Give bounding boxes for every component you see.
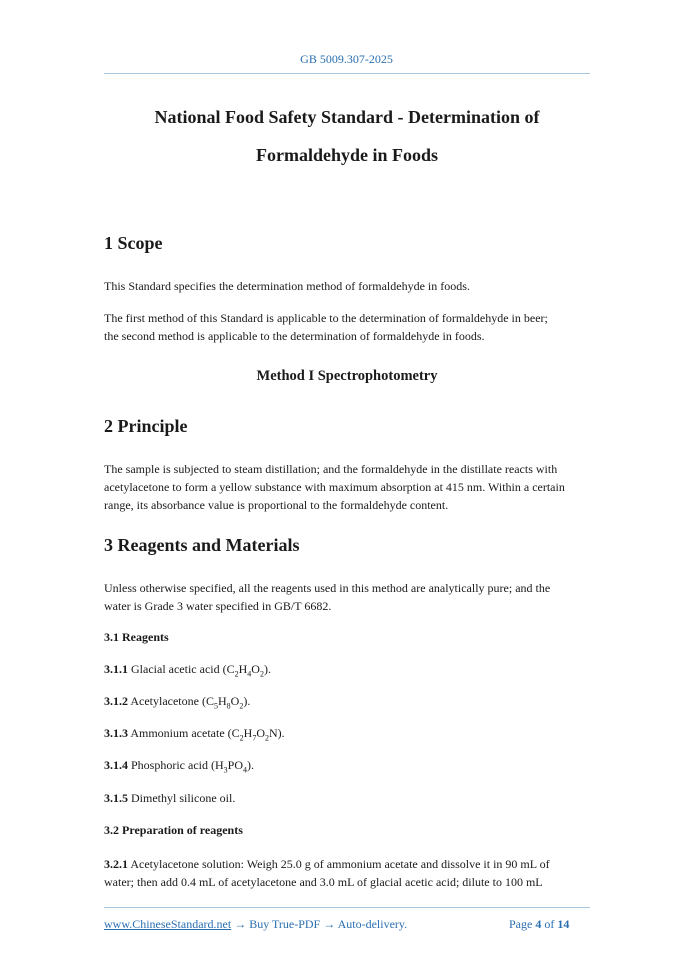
- footer-divider: [104, 907, 590, 908]
- reagent-item: 3.1.3 Ammonium acetate $(C_2H_7O_2N)$.: [104, 726, 285, 743]
- method-1-heading: Method I Spectrophotometry: [256, 368, 438, 384]
- prep-3-2-1-paragraph: [104, 855, 590, 891]
- document-title: [104, 98, 590, 174]
- reagents-intro-line-2: water is Grade 3 water specified in GB/T 6682.: [104, 599, 332, 613]
- subsection-3-1-heading: 3.1 Reagents: [104, 630, 169, 644]
- footer-promo: [104, 917, 407, 932]
- reagent-item: 3.1.4 Phosphoric acid $(H_3PO_4)$.: [104, 758, 254, 775]
- reagent-item-number: 3.1.4: [104, 758, 128, 772]
- reagents-intro-line-1: Unless otherwise specified, all the reagents used in this method are analytically pure; and the: [104, 581, 551, 595]
- auto-delivery-text: Auto-delivery.: [335, 917, 408, 931]
- reagent-item: 3.1.1 Glacial acetic acid $(C_2H_4O_2)$.: [104, 662, 271, 679]
- prep-line-2: water; then add 0.4 mL of acetylacetone and 3.0 mL of glacial acetic acid; dilute to 100 mL: [104, 875, 543, 889]
- arrow-icon: →: [323, 917, 336, 931]
- website-link[interactable]: www.ChineseStandard.net: [104, 917, 232, 931]
- reagent-item: 3.1.2 Acetylacetone $(C_5H_8O_2)$.: [104, 694, 251, 711]
- page-indicator: [509, 917, 569, 932]
- principle-line-1: The sample is subjected to steam distillation; and the formaldehyde in the distillate reacts with: [104, 462, 558, 476]
- scope-paragraph-2: [104, 309, 590, 345]
- reagent-item-number: 3.1.2: [104, 694, 128, 708]
- page-of: of: [544, 917, 555, 931]
- scope-paragraph-1: This Standard specifies the determination method of formaldehyde in foods.: [104, 279, 470, 293]
- reagents-intro-paragraph: [104, 579, 590, 615]
- page-label: Page: [509, 917, 533, 931]
- title-line-1: National Food Safety Standard - Determination of: [154, 107, 540, 127]
- principle-line-3: range, its absorbance value is proportional to the formaldehyde content.: [104, 498, 449, 512]
- section-scope-heading: 1 Scope: [104, 233, 163, 253]
- buy-pdf-link[interactable]: Buy True-PDF: [246, 917, 324, 931]
- principle-line-2: acetylacetone to form a yellow substance with maximum absorption at 415 nm. Within a certain: [104, 480, 565, 494]
- arrow-icon: →: [234, 917, 247, 931]
- reagent-item-number: 3.1.1: [104, 662, 128, 676]
- scope-p2-line-2: the second method is applicable to the determination of formaldehyde in foods.: [104, 329, 485, 343]
- prep-line-1-text: Acetylacetone solution: Weigh 25.0 g of ammonium acetate and dissolve it in 90 mL of: [130, 857, 550, 871]
- prep-number: 3.2.1: [104, 857, 128, 871]
- principle-paragraph: [104, 460, 590, 514]
- section-reagents-heading: 3 Reagents and Materials: [104, 535, 300, 555]
- scope-p2-line-1: The first method of this Standard is applicable to the determination of formaldehyde in beer;: [104, 311, 548, 325]
- prep-line-1: [104, 855, 590, 873]
- title-line-2: Formaldehyde in Foods: [255, 145, 438, 165]
- reagent-item: 3.1.5 Dimethyl silicone oil.: [104, 791, 236, 805]
- reagent-item-number: 3.1.5: [104, 791, 128, 805]
- header-standard-code: GB 5009.307-2025: [300, 52, 393, 66]
- page-total: 14: [557, 917, 570, 931]
- subsection-3-2-heading: 3.2 Preparation of reagents: [104, 823, 243, 837]
- section-principle-heading: 2 Principle: [104, 416, 188, 436]
- reagent-item-number: 3.1.3: [104, 726, 128, 740]
- page-current: 4: [535, 917, 542, 931]
- header-divider: [104, 73, 590, 74]
